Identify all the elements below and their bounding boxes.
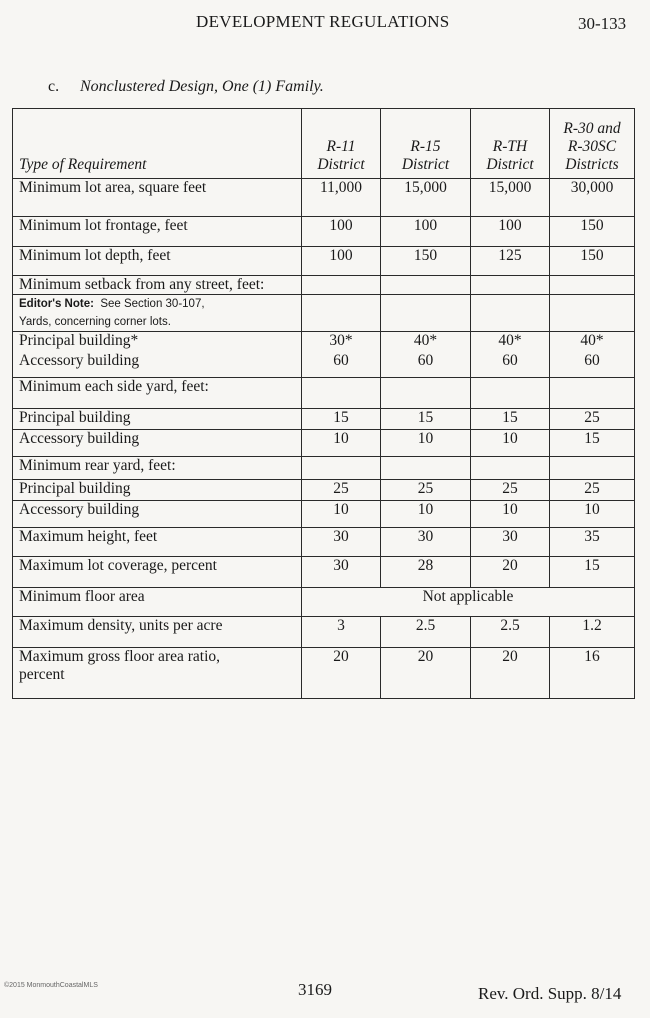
table-row: Maximum height, feet 30 30 30 35: [13, 528, 635, 557]
section-label: c.: [48, 78, 60, 95]
table-row: Minimum lot area, square feet 11,000 15,000 15,000 30,000: [13, 179, 635, 217]
table-row: Principal building* 30* 40* 40* 40*: [13, 332, 635, 352]
table-row: Principal building 15 15 15 25: [13, 409, 635, 430]
table-row: Maximum density, units per acre 3 2.5 2.5 1.2: [13, 617, 635, 648]
table-row: Minimum lot depth, feet 100 150 125 150: [13, 247, 635, 276]
not-applicable-cell: Not applicable: [302, 588, 635, 617]
page-header-reference: 30-133: [578, 14, 627, 33]
table-row: Accessory building 60 60 60 60: [13, 352, 635, 378]
table-row: [13, 295, 635, 332]
editors-note: Editor's Note: See Section 30-107, Yards, concerning corner lots.: [13, 295, 302, 332]
header-type-of-requirement: Type of Requirement: [13, 109, 302, 179]
header-r30: R-30 and R-30SC Districts: [550, 109, 635, 179]
table-row: Minimum lot frontage, feet 100 100 100 150: [13, 217, 635, 247]
table-row: Minimum each side yard, feet:: [13, 378, 635, 409]
table-row: Minimum floor area Not applicable: [13, 588, 635, 617]
table-row: Minimum rear yard, feet:: [13, 457, 635, 480]
header-rth: R-TH District: [471, 109, 550, 179]
table-row: Maximum lot coverage, percent 30 28 20 15: [13, 557, 635, 588]
table-header-row: [13, 109, 635, 179]
page-header-title: DEVELOPMENT REGULATIONS: [196, 12, 450, 31]
table-row: Minimum setback from any street, feet:: [13, 276, 635, 295]
header-r11: R-11 District: [302, 109, 381, 179]
revision-note: Rev. Ord. Supp. 8/14: [478, 984, 622, 1003]
table-row: Accessory building 10 10 10 15: [13, 430, 635, 457]
table-row: Accessory building 10 10 10 10: [13, 501, 635, 528]
table-row: Principal building 25 25 25 25: [13, 480, 635, 501]
section-heading: [48, 78, 324, 96]
page-number: 3169: [298, 980, 332, 999]
table-row: Maximum gross floor area ratio, percent 20 20 20 16: [13, 648, 635, 699]
mls-watermark: ©2015 MonmouthCoastalMLS: [4, 982, 98, 989]
section-title: Nonclustered Design, One (1) Family.: [80, 78, 324, 95]
requirements-table: [12, 108, 635, 699]
header-r15: R-15 District: [381, 109, 471, 179]
